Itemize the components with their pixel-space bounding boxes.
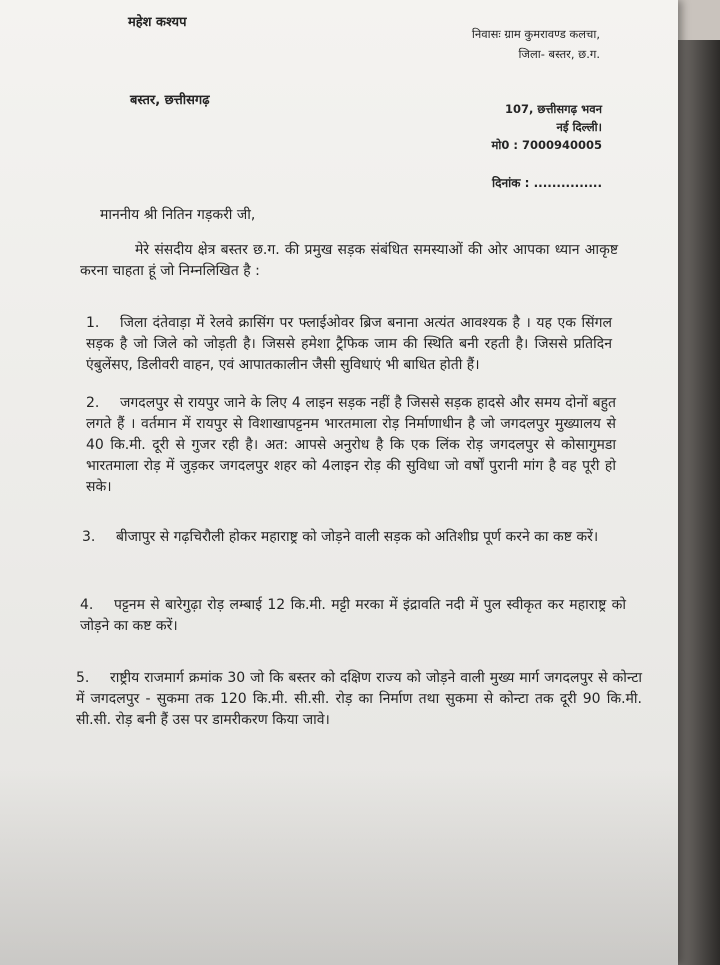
office-address (440, 100, 602, 154)
address-line: जिला- बस्तर, छ.ग. (518, 47, 600, 61)
salutation: माननीय श्री नितिन गड़करी जी, (100, 207, 256, 223)
sender-name: महेश कश्यप (128, 15, 187, 30)
sender-address (440, 24, 600, 64)
point-paragraph (86, 393, 616, 498)
point-number: 5. (76, 670, 90, 686)
intro-paragraph: मेरे संसदीय क्षेत्र बस्तर छ.ग. की प्रमुख सड़क संबंधित समस्याओं की ओर आपका ध्यान आकृष्ट करना चाहता हूं जो निम्नलिखित है : (80, 242, 618, 279)
sender-city: बस्तर, छत्तीसगढ़ (130, 93, 210, 108)
point-paragraph (76, 668, 642, 731)
point-number: 1. (86, 315, 100, 331)
point-text: पट्टनम से बारेगुढ़ा रोड़ लम्बाई 12 कि.मी. मट्टी मरका में इंद्रावति नदी में पुल स्वीकृत कर महाराष्ट्र को जोड़ने का कष्ट करें। (80, 597, 626, 634)
point-number: 4. (80, 597, 94, 613)
office-line: 107, छत्तीसगढ़ भवन (505, 102, 602, 116)
point-text: राष्ट्रीय राजमार्ग क्रमांक 30 जो कि बस्तर को दक्षिण राज्य को जोड़ने वाली मुख्य मार्ग जगदलपुर से कोन्टा में जगदलपुर - सुकमा तक 120 कि.मी. सी.सी. रोड़ का निर्माण तथा सुकमा से कोन्टा तक दूरी 90 कि.मी. सी.सी. रोड़ बनी हैं उस पर डामरीकरण किया जावे। (76, 670, 642, 728)
point-text: जिला दंतेवाड़ा में रेलवे क्रासिंग पर फ्लाईओवर ब्रिज बनाना अत्यंत आवश्यक है । यह एक सिंगल सड़क है जो जिले को जोड़ती है। जिससे हमेशा ट्रैफिक जाम की स्थिति बनी रहती है। जिससे प्रतिदिन एंबुलेंसए, डिलीवरी वाहन, एवं आपातकालीन जैसी सुविधाएं भी बाधित होती हैं। (86, 315, 612, 373)
phone-number: मो0 : 7000940005 (491, 138, 602, 152)
date-field: दिनांक : ............... (492, 176, 602, 190)
point-text: जगदलपुर से रायपुर जाने के लिए 4 लाइन सड़क नहीं है जिससे सड़क हादसे और समय दोनों बहुत लगते हैं । वर्तमान में रायपुर से विशाखापट्टनम भारतमाला रोड़ निर्माणाधीन है जो जगदलपुर मुख्यालय से 40 कि.मी. दूरी से गुजर रही है। अत: आपसे अनुरोध है कि एक लिंक रोड़ जगदलपुर से कोसागुमडा भारतमाला रोड़ में जुड़कर जगदलपुर शहर को 4लाइन रोड़ की सुविधा जो वर्षों पुरानी मांग है वह पूरी हो सके। (86, 395, 616, 495)
address-line: निवासः ग्राम कुमरावण्ड कलचा, (471, 27, 600, 41)
point-paragraph (86, 313, 612, 376)
point-number: 2. (86, 395, 100, 411)
point-text: बीजापुर से गढ़चिरौली होकर महाराष्ट्र को जोड़ने वाली सड़क को अतिशीघ्र पूर्ण करने का कष्ट करें। (116, 529, 599, 545)
point-paragraph (80, 595, 626, 637)
point-paragraph (82, 527, 618, 548)
point-number: 3. (82, 529, 96, 545)
office-line: नई दिल्ली। (556, 120, 602, 134)
photo-shadow (0, 770, 678, 965)
